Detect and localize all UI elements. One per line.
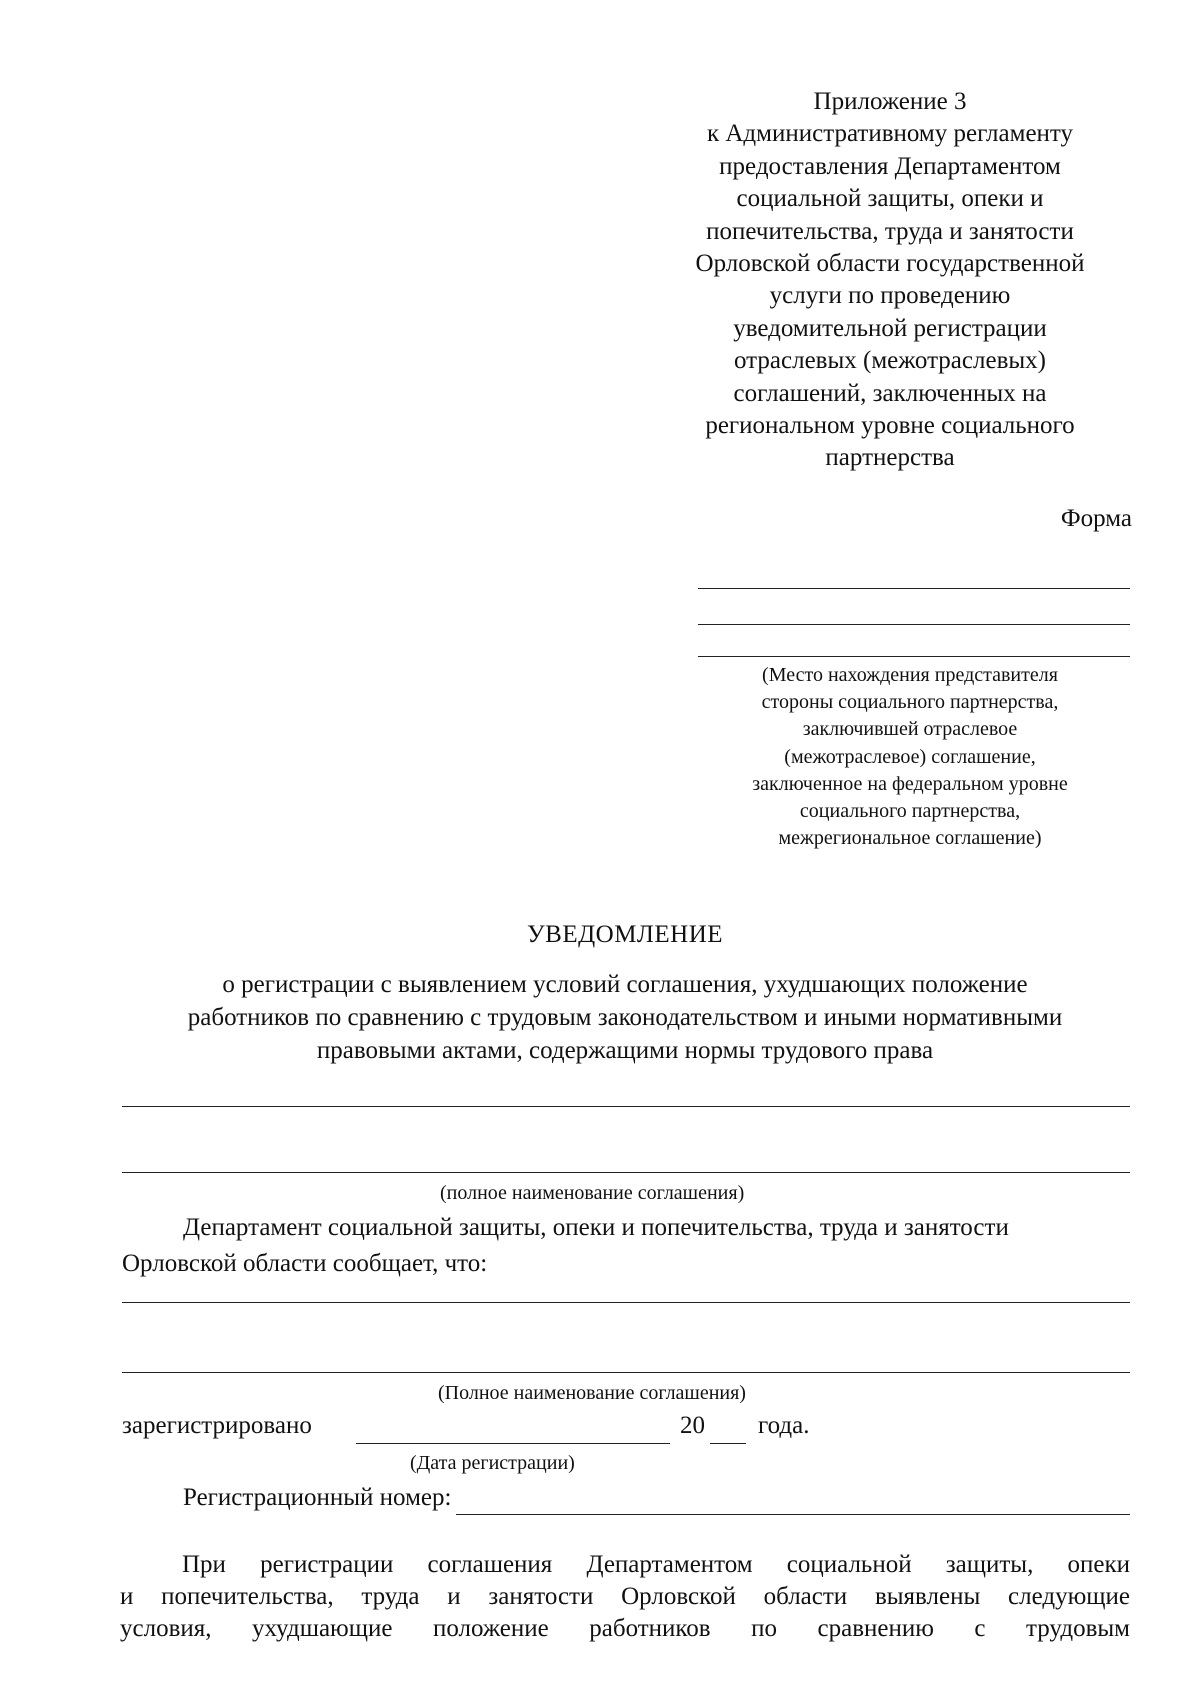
appendix-line: услуги по проведению	[769, 282, 1011, 310]
subtitle-line: о регистрации с выявлением условий соглашения, ухудшающих положение	[222, 971, 1028, 998]
department-para-line-1: Департамент социальной защиты, опеки и попечительства, труда и занятости	[183, 1214, 1009, 1241]
appendix-line: к Административному регламенту	[706, 120, 1074, 148]
appendix-line: уведомительной регистрации	[733, 314, 1047, 342]
agreement-name-blank-line-1[interactable]	[122, 1106, 1130, 1107]
location-note-line: заключенное на федеральном уровне	[752, 772, 1068, 795]
location-note-line: заключившей отраслевое	[802, 718, 1018, 741]
location-note-line: межрегиональное соглашение)	[778, 827, 1042, 850]
agreement-name-blank-line-3[interactable]	[122, 1302, 1130, 1303]
agreement-name-caption: (полное наименование соглашения)	[440, 1182, 745, 1204]
agreement-name-blank-line-2[interactable]	[122, 1172, 1130, 1173]
subtitle-line: правовыми актами, содержащими нормы трудового права	[316, 1037, 934, 1064]
appendix-line: соглашений, заключенных на	[733, 379, 1047, 407]
agreement-name-blank-line-4[interactable]	[122, 1372, 1130, 1373]
location-note-line: (Место нахождения представителя	[762, 664, 1058, 686]
notice-title: УВЕДОМЛЕНИЕ	[526, 921, 724, 948]
location-note-line: социального партнерства,	[799, 800, 1021, 823]
appendix-line: попечительства, труда и занятости	[706, 217, 1074, 245]
appendix-line: отраслевых (межотраслевых)	[734, 347, 1046, 375]
agreement-name-caption-2: (Полное наименование соглашения)	[438, 1382, 746, 1404]
registration-number-label: Регистрационный номер:	[183, 1484, 452, 1511]
appendix-line: региональном уровне социального	[705, 412, 1075, 440]
registration-date-blank[interactable]	[356, 1443, 670, 1444]
address-blank-line-2[interactable]	[698, 624, 1130, 625]
location-note-line: стороны социального партнерства,	[761, 691, 1059, 714]
registration-number-blank[interactable]	[456, 1514, 1130, 1515]
registered-label: зарегистрировано	[122, 1412, 312, 1439]
appendix-line: Приложение 3	[813, 88, 967, 115]
location-note	[690, 662, 1130, 852]
final-para-line: и попечительства, труда и занятости Орловской области выявлены следующие	[120, 1583, 1130, 1610]
final-para-line: При регистрации соглашения Департаментом социальной защиты, опеки	[182, 1551, 1130, 1578]
year-suffix: года.	[758, 1412, 810, 1439]
department-para-line-2: Орловской области сообщает, что:	[122, 1250, 488, 1277]
location-note-line: (межотраслевое) соглашение,	[784, 745, 1036, 768]
appendix-line: предоставления Департаментом	[719, 152, 1061, 180]
form-label: Форма	[1060, 505, 1132, 532]
year-prefix: 20	[680, 1412, 705, 1439]
registration-date-caption: (Дата регистрации)	[410, 1452, 575, 1474]
subtitle-line: работников по сравнению с трудовым законодательством и иными нормативными	[187, 1004, 1063, 1031]
appendix-line: социальной защиты, опеки и	[736, 185, 1044, 213]
year-blank[interactable]	[710, 1443, 746, 1444]
appendix-line: партнерства	[825, 444, 955, 472]
appendix-header	[650, 86, 1130, 475]
final-paragraph	[120, 1549, 1130, 1645]
address-blank-line-1[interactable]	[698, 588, 1130, 589]
final-para-line: условия, ухудшающие положение работников по сравнению с трудовым	[120, 1615, 1130, 1642]
appendix-line: Орловской области государственной	[695, 250, 1085, 278]
address-blank-line-3[interactable]	[698, 656, 1130, 657]
notice-subtitle	[120, 968, 1130, 1067]
